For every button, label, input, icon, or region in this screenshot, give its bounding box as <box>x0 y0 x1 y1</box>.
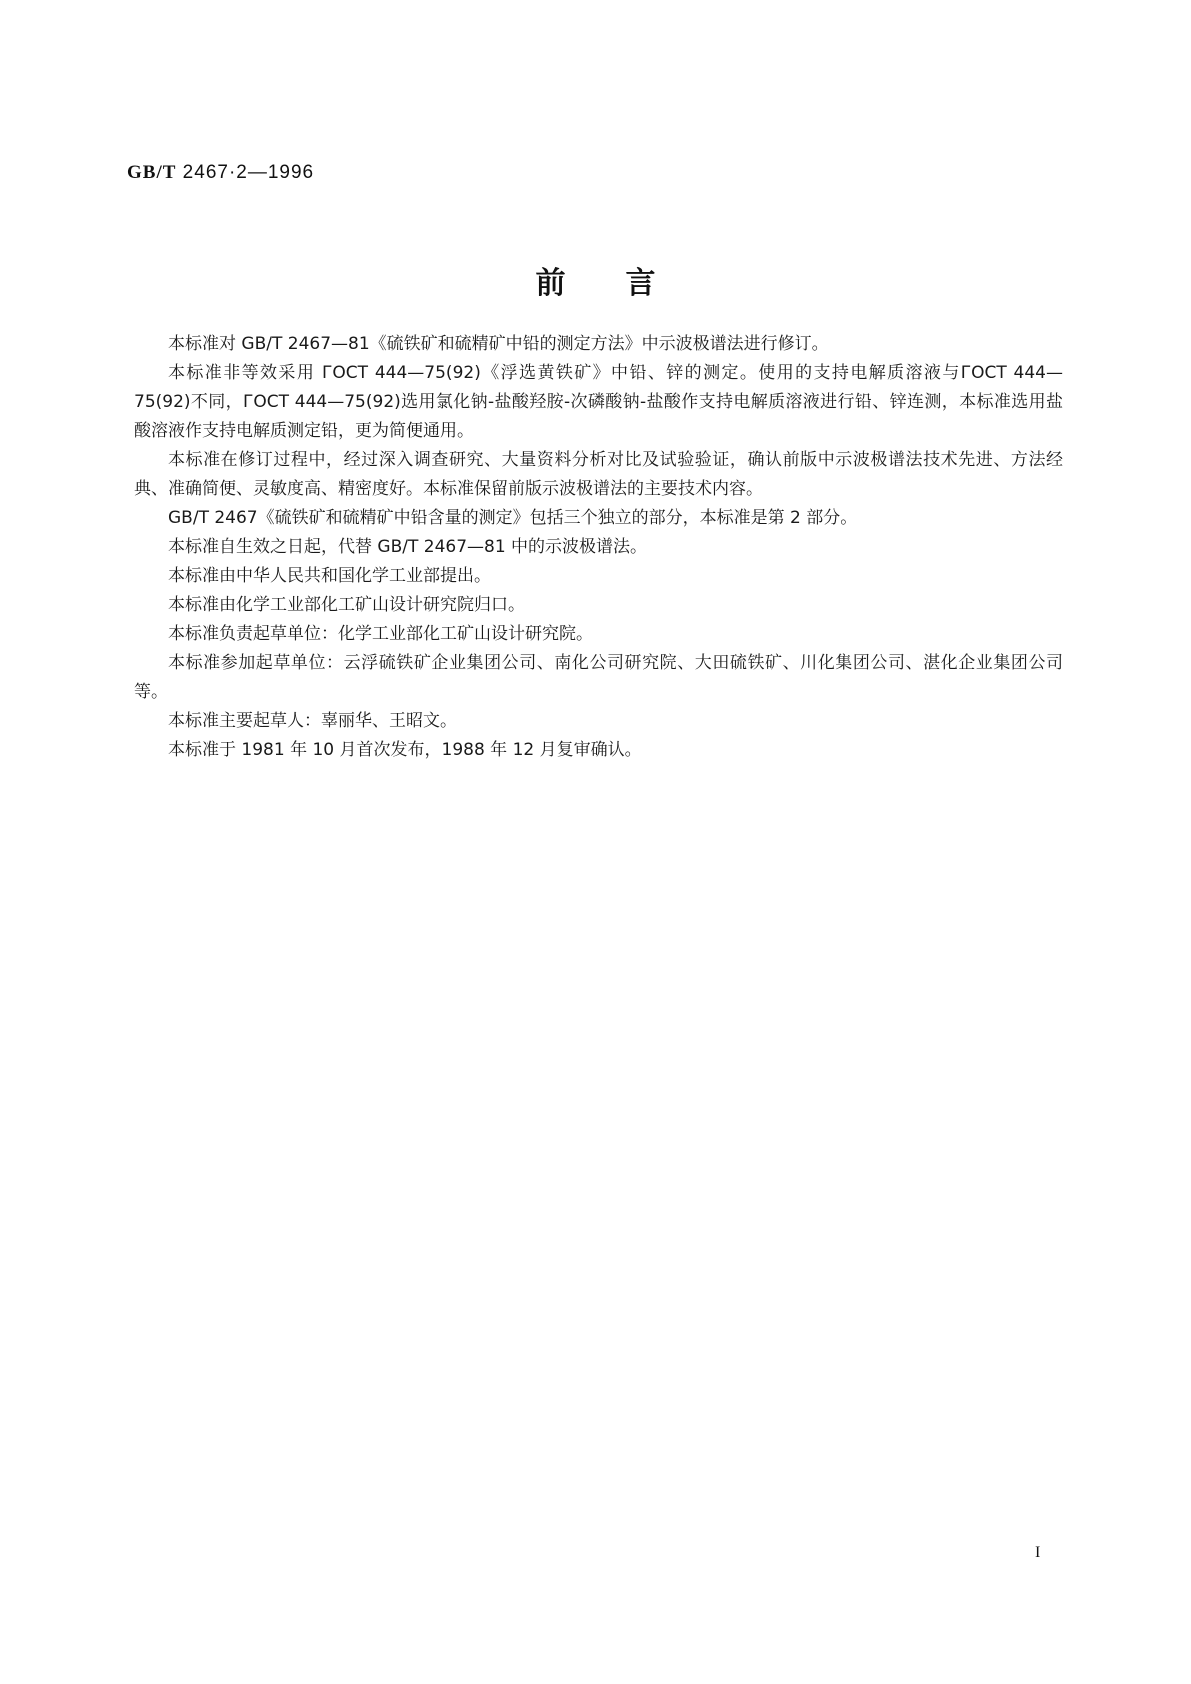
paragraph: 本标准由化学工业部化工矿山设计研究院归口。 <box>168 595 525 615</box>
paragraph: 本标准非等效采用 ГОСТ 444—75(92)《浮选黄铁矿》中铅、锌的测定。使用的支持电解质溶液与ГОСТ 444—75(92)不同，ГОСТ 444—75(92)选用氯化钠-盐酸羟胺-次磷酸钠-盐酸作支持电解质溶液进行铅、锌连测，本标准选用盐酸溶液作支持电解质测定铅，更为简便通用。 <box>134 363 1063 441</box>
standard-number <box>127 162 314 184</box>
paragraph: GB/T 2467《硫铁矿和硫精矿中铅含量的测定》包括三个独立的部分，本标准是第 2 部分。 <box>168 508 858 528</box>
paragraph: 本标准由中华人民共和国化学工业部提出。 <box>168 566 491 586</box>
paragraph: 本标准参加起草单位：云浮硫铁矿企业集团公司、南化公司研究院、大田硫铁矿、川化集团公司、湛化企业集团公司等。 <box>134 653 1063 702</box>
standard-code: 2467·2—1996 <box>176 162 315 183</box>
paragraph: 本标准负责起草单位：化学工业部化工矿山设计研究院。 <box>168 624 593 644</box>
paragraph: 本标准自生效之日起，代替 GB/T 2467—81 中的示波极谱法。 <box>168 537 648 557</box>
foreword-body <box>134 330 1063 765</box>
page-title: 前言 <box>535 266 716 301</box>
paragraph: 本标准对 GB/T 2467—81《硫铁矿和硫精矿中铅的测定方法》中示波极谱法进行修订。 <box>168 334 829 354</box>
page-number: I <box>1035 1544 1041 1561</box>
standard-prefix: GB/T <box>127 162 177 183</box>
paragraph: 本标准于 1981 年 10 月首次发布，1988 年 12 月复审确认。 <box>168 740 642 760</box>
paragraph: 本标准在修订过程中，经过深入调查研究、大量资料分析对比及试验验证，确认前版中示波极谱法技术先进、方法经典、准确简便、灵敏度高、精密度好。本标准保留前版示波极谱法的主要技术内容。 <box>134 450 1063 499</box>
paragraph: 本标准主要起草人：辜丽华、王昭文。 <box>168 711 457 731</box>
